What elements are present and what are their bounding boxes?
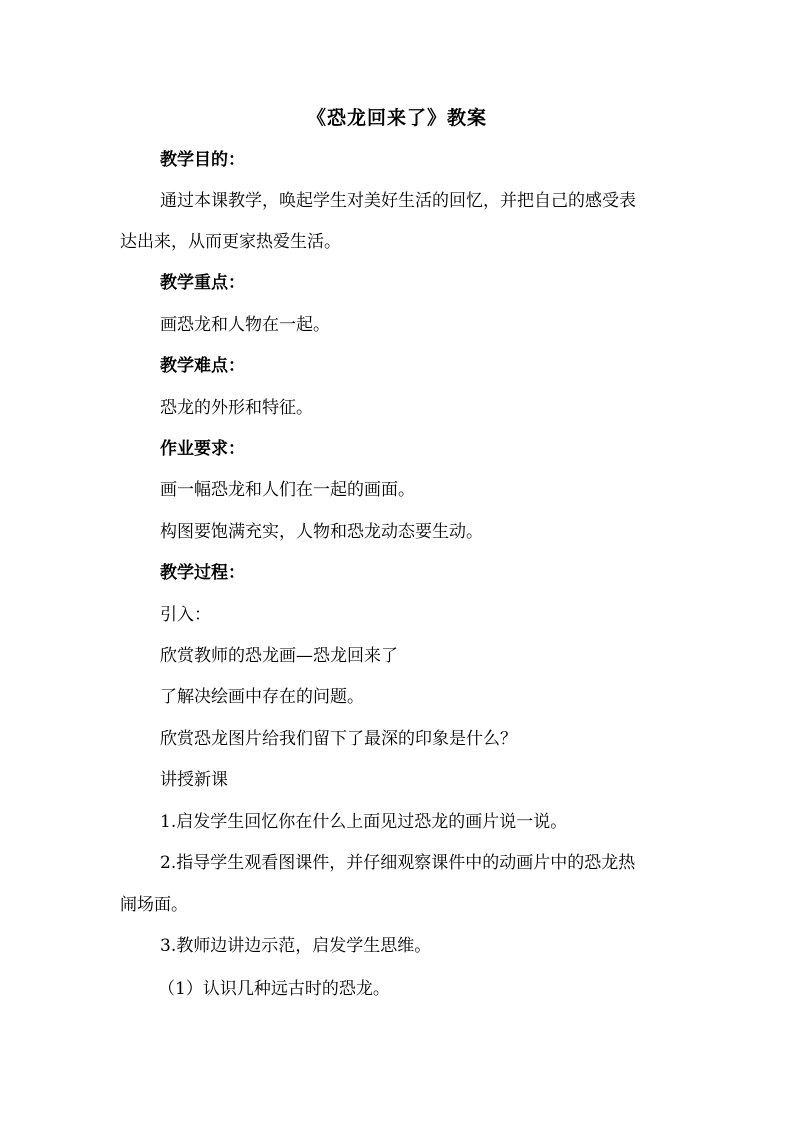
difficulty-text: 恐龙的外形和特征。: [160, 398, 313, 418]
intro-item-2: 了解决绘画中存在的问题。: [160, 687, 364, 707]
step-1: 1.启发学生回忆你在什么上面见过恐龙的画片说一说。: [160, 812, 568, 832]
new-lesson-label: 讲授新课: [160, 770, 228, 790]
difficulty-heading: 教学难点：: [160, 356, 245, 376]
step-2-line-2: 闹场面。: [120, 895, 188, 915]
goal-heading: 教学目的：: [160, 150, 245, 170]
homework-text-line-1: 画一幅恐龙和人们在一起的画面。: [160, 480, 415, 500]
intro-label: 引入：: [160, 605, 211, 625]
key-point-text: 画恐龙和人物在一起。: [160, 315, 330, 335]
intro-item-1: 欣赏教师的恐龙画—恐龙回来了: [160, 646, 398, 666]
homework-heading: 作业要求：: [160, 439, 245, 459]
step-3: 3.教师边讲边示范，启发学生思维。: [160, 936, 432, 956]
goal-text-line-1: 通过本课教学，唤起学生对美好生活的回忆，并把自己的感受表: [160, 191, 636, 211]
process-heading: 教学过程：: [160, 563, 245, 583]
intro-item-3: 欣赏恐龙图片给我们留下了最深的印象是什么？: [160, 729, 517, 749]
step-3-sub-1: （1）认识几种远古时的恐龙。: [158, 979, 390, 999]
homework-text-line-2: 构图要饱满充实，人物和恐龙动态要生动。: [160, 522, 483, 542]
page-title: 《恐龙回来了》教案: [306, 107, 487, 129]
step-2-line-1: 2.指导学生观看图课件，并仔细观察课件中的动画片中的恐龙热: [160, 853, 636, 873]
key-point-heading: 教学重点：: [160, 273, 245, 293]
goal-text-line-2: 达出来，从而更家热爱生活。: [120, 232, 341, 252]
